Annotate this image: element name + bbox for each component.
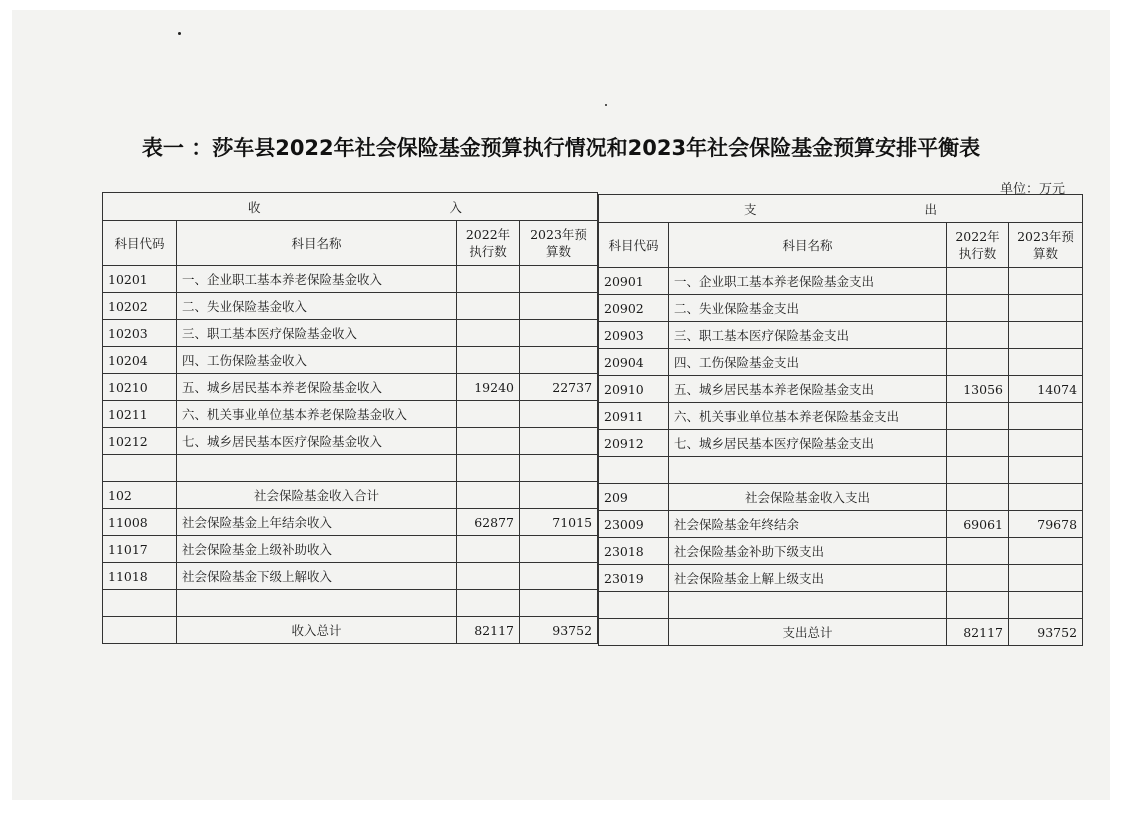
income-row-code	[103, 590, 177, 617]
expense-row-value-2023	[1009, 592, 1083, 619]
expense-row-name: 社会保险基金上解上级支出	[669, 565, 947, 592]
income-row-value-2022	[457, 401, 520, 428]
expense-table-row	[599, 511, 1083, 538]
income-row-value-2022	[457, 590, 520, 617]
expense-row-name: 支出总计	[669, 619, 947, 646]
expense-row-value-2022: 82117	[947, 619, 1009, 646]
expense-row-code: 20902	[599, 295, 669, 322]
expense-row-code: 209	[599, 484, 669, 511]
expense-table-row	[599, 484, 1083, 511]
expense-row-code: 20904	[599, 349, 669, 376]
expense-table-row	[599, 403, 1083, 430]
income-table-row	[103, 617, 598, 644]
income-row-value-2023	[520, 428, 598, 455]
income-table	[102, 192, 598, 644]
income-table-row	[103, 374, 598, 401]
expense-row-name: 六、机关事业单位基本养老保险基金支出	[669, 403, 947, 430]
expense-row-value-2023	[1009, 538, 1083, 565]
expense-row-name: 五、城乡居民基本养老保险基金支出	[669, 376, 947, 403]
expense-col-2023: 2023年预算数	[1009, 223, 1083, 268]
expense-row-value-2022	[947, 322, 1009, 349]
income-row-code: 10204	[103, 347, 177, 374]
income-row-name: 一、企业职工基本养老保险基金收入	[177, 266, 457, 293]
income-row-value-2023: 93752	[520, 617, 598, 644]
expense-row-name	[669, 457, 947, 484]
expense-table-row	[599, 376, 1083, 403]
income-row-code: 11018	[103, 563, 177, 590]
expense-row-code: 23019	[599, 565, 669, 592]
income-table-row	[103, 536, 598, 563]
income-row-value-2023: 71015	[520, 509, 598, 536]
expense-row-value-2022	[947, 484, 1009, 511]
expense-row-code: 20911	[599, 403, 669, 430]
expense-row-value-2023	[1009, 457, 1083, 484]
expense-row-value-2023	[1009, 295, 1083, 322]
income-row-value-2022	[457, 482, 520, 509]
expense-table-row	[599, 619, 1083, 646]
expense-column-headers	[599, 223, 1083, 268]
expense-row-name: 社会保险基金收入支出	[669, 484, 947, 511]
expense-row-code: 20901	[599, 268, 669, 295]
expense-row-name: 一、企业职工基本养老保险基金支出	[669, 268, 947, 295]
expense-row-name: 社会保险基金年终结余	[669, 511, 947, 538]
income-row-name: 社会保险基金下级上解收入	[177, 563, 457, 590]
income-row-value-2023	[520, 266, 598, 293]
expense-table-row	[599, 565, 1083, 592]
income-row-value-2022: 82117	[457, 617, 520, 644]
income-row-value-2022: 19240	[457, 374, 520, 401]
expense-row-value-2023: 93752	[1009, 619, 1083, 646]
expense-row-value-2023	[1009, 430, 1083, 457]
expense-row-name: 三、职工基本医疗保险基金支出	[669, 322, 947, 349]
expense-section-header	[599, 195, 1083, 223]
income-row-value-2023	[520, 455, 598, 482]
income-row-value-2022	[457, 293, 520, 320]
expense-row-code	[599, 619, 669, 646]
income-row-value-2023	[520, 401, 598, 428]
expense-row-value-2022: 13056	[947, 376, 1009, 403]
expense-row-name: 四、工伤保险基金支出	[669, 349, 947, 376]
income-row-value-2022	[457, 428, 520, 455]
income-row-code: 10211	[103, 401, 177, 428]
expense-table-row	[599, 430, 1083, 457]
income-row-name: 六、机关事业单位基本养老保险基金收入	[177, 401, 457, 428]
income-row-code: 10210	[103, 374, 177, 401]
income-row-name: 二、失业保险基金收入	[177, 293, 457, 320]
expense-table-row	[599, 349, 1083, 376]
income-row-value-2022	[457, 320, 520, 347]
expense-row-value-2023: 14074	[1009, 376, 1083, 403]
income-row-code	[103, 617, 177, 644]
expense-row-value-2022	[947, 538, 1009, 565]
expense-row-value-2022	[947, 457, 1009, 484]
expense-row-name	[669, 592, 947, 619]
income-table-row	[103, 293, 598, 320]
expense-table-row	[599, 322, 1083, 349]
income-row-value-2023	[520, 320, 598, 347]
scan-speck	[605, 104, 607, 106]
income-col-2023: 2023年预算数	[520, 221, 598, 266]
income-row-code: 10202	[103, 293, 177, 320]
income-table-row	[103, 320, 598, 347]
expense-row-code	[599, 457, 669, 484]
income-col-name: 科目名称	[177, 221, 457, 266]
expense-row-value-2022: 69061	[947, 511, 1009, 538]
income-row-name: 收入总计	[177, 617, 457, 644]
expense-row-code: 23009	[599, 511, 669, 538]
income-row-value-2022	[457, 266, 520, 293]
expense-row-value-2022	[947, 430, 1009, 457]
income-row-value-2023	[520, 482, 598, 509]
expense-table-row	[599, 538, 1083, 565]
expense-table	[598, 194, 1083, 646]
expense-table-row	[599, 295, 1083, 322]
expense-row-code	[599, 592, 669, 619]
unit-label: 单位：万元	[1000, 182, 1066, 197]
income-row-code	[103, 455, 177, 482]
income-row-value-2022	[457, 347, 520, 374]
expense-row-value-2023: 79678	[1009, 511, 1083, 538]
expense-row-value-2022	[947, 349, 1009, 376]
expense-table-row	[599, 457, 1083, 484]
income-row-value-2023: 22737	[520, 374, 598, 401]
income-row-name: 三、职工基本医疗保险基金收入	[177, 320, 457, 347]
income-header-left: 收	[248, 199, 261, 215]
income-row-value-2022	[457, 563, 520, 590]
income-row-value-2022: 62877	[457, 509, 520, 536]
income-row-name: 五、城乡居民基本养老保险基金收入	[177, 374, 457, 401]
income-row-code: 11008	[103, 509, 177, 536]
expense-row-value-2022	[947, 295, 1009, 322]
expense-row-code: 20912	[599, 430, 669, 457]
expense-header-left: 支	[744, 201, 757, 217]
income-table-row	[103, 401, 598, 428]
expense-row-value-2023	[1009, 565, 1083, 592]
income-row-code: 10212	[103, 428, 177, 455]
income-header-right: 入	[449, 199, 463, 215]
income-row-value-2023	[520, 347, 598, 374]
expense-col-2022: 2022年执行数	[947, 223, 1009, 268]
income-row-name	[177, 590, 457, 617]
expense-row-code: 20903	[599, 322, 669, 349]
page-title: 表一 ：莎车县2022年社会保险基金预算执行情况和2023年社会保险基金预算安排平衡表	[141, 136, 981, 160]
expense-col-code: 科目代码	[599, 223, 669, 268]
income-row-code: 10203	[103, 320, 177, 347]
income-row-name	[177, 455, 457, 482]
income-row-code: 11017	[103, 536, 177, 563]
expense-row-name: 二、失业保险基金支出	[669, 295, 947, 322]
income-row-value-2023	[520, 293, 598, 320]
expense-row-value-2022	[947, 592, 1009, 619]
income-table-row	[103, 563, 598, 590]
expense-table-row	[599, 592, 1083, 619]
income-table-row	[103, 590, 598, 617]
income-row-name: 社会保险基金上年结余收入	[177, 509, 457, 536]
income-row-value-2022	[457, 455, 520, 482]
income-col-code: 科目代码	[103, 221, 177, 266]
income-table-row	[103, 455, 598, 482]
expense-row-name: 社会保险基金补助下级支出	[669, 538, 947, 565]
income-row-code: 102	[103, 482, 177, 509]
income-row-name: 七、城乡居民基本医疗保险基金收入	[177, 428, 457, 455]
expense-row-value-2023	[1009, 268, 1083, 295]
income-table-row	[103, 428, 598, 455]
income-row-name: 四、工伤保险基金收入	[177, 347, 457, 374]
expense-row-code: 23018	[599, 538, 669, 565]
expense-header-right: 出	[924, 201, 938, 217]
income-row-value-2023	[520, 590, 598, 617]
scan-speck	[178, 32, 181, 35]
expense-row-value-2022	[947, 565, 1009, 592]
expense-table-row	[599, 268, 1083, 295]
income-table-row	[103, 347, 598, 374]
income-row-value-2023	[520, 536, 598, 563]
expense-row-value-2022	[947, 403, 1009, 430]
income-row-value-2022	[457, 536, 520, 563]
income-col-2022: 2022年执行数	[457, 221, 520, 266]
income-row-code: 10201	[103, 266, 177, 293]
income-row-value-2023	[520, 563, 598, 590]
expense-row-value-2023	[1009, 484, 1083, 511]
income-column-headers	[103, 221, 598, 266]
expense-col-name: 科目名称	[669, 223, 947, 268]
expense-row-name: 七、城乡居民基本医疗保险基金支出	[669, 430, 947, 457]
income-table-row	[103, 266, 598, 293]
expense-row-code: 20910	[599, 376, 669, 403]
expense-row-value-2023	[1009, 403, 1083, 430]
income-row-name: 社会保险基金上级补助收入	[177, 536, 457, 563]
income-table-row	[103, 482, 598, 509]
expense-row-value-2023	[1009, 322, 1083, 349]
expense-row-value-2022	[947, 268, 1009, 295]
income-section-header	[103, 193, 598, 221]
expense-row-value-2023	[1009, 349, 1083, 376]
income-table-row	[103, 509, 598, 536]
income-row-name: 社会保险基金收入合计	[177, 482, 457, 509]
